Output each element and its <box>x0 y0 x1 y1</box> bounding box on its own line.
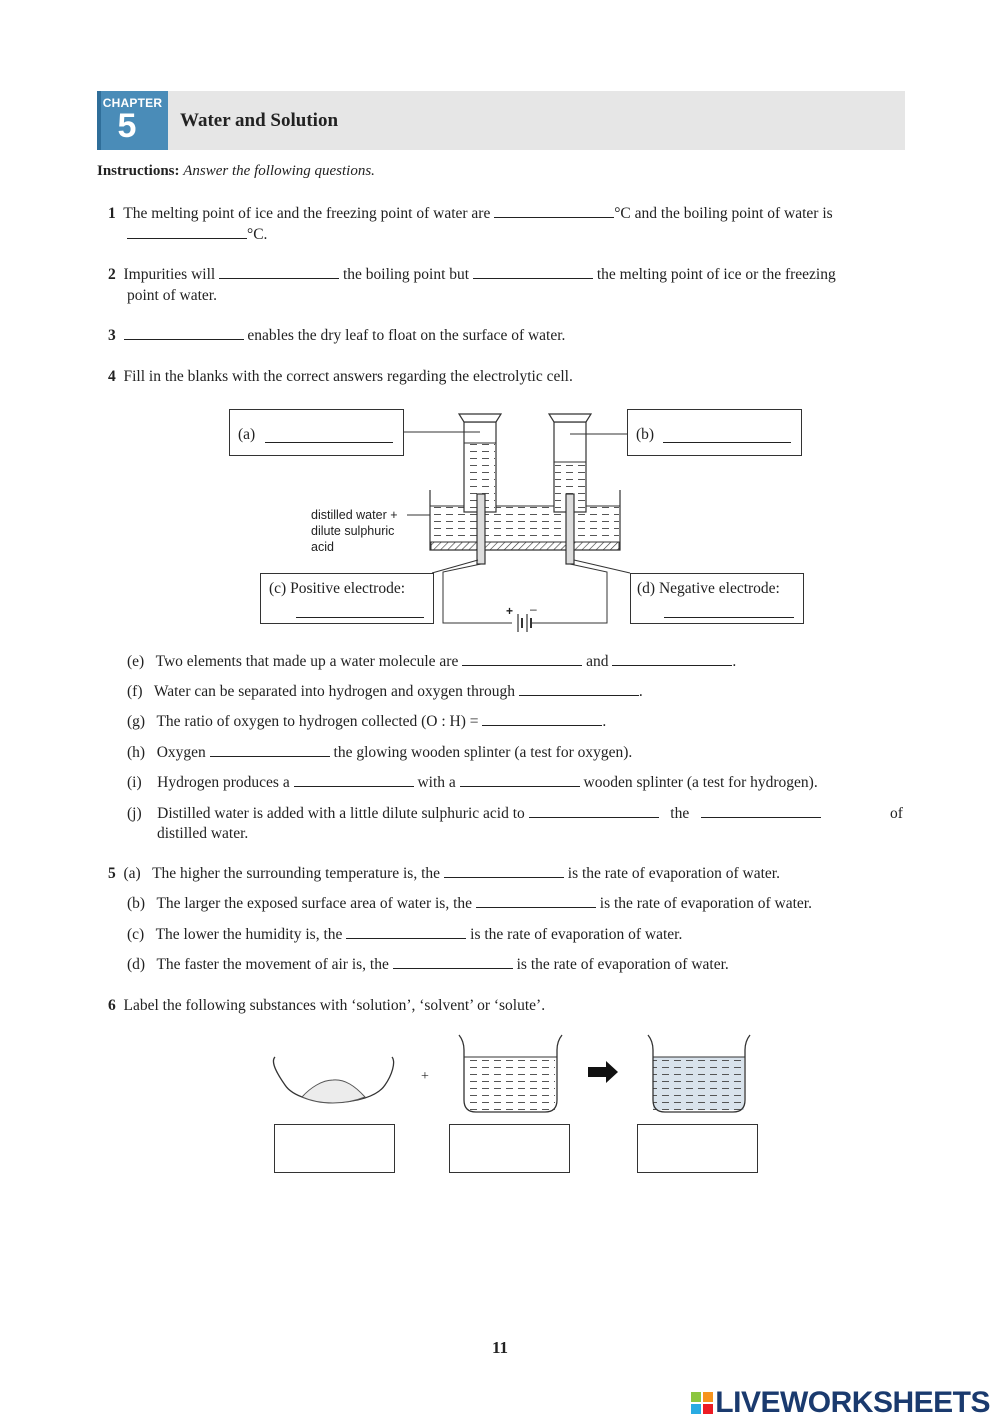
label-d: (d) Negative electrode: <box>637 580 780 597</box>
sub-label: (f) <box>127 683 143 700</box>
label-b: (b) <box>636 426 655 443</box>
arrow-right-icon <box>588 1061 618 1083</box>
page-number: 11 <box>491 1338 509 1357</box>
sub-label: (b) <box>127 895 146 912</box>
watermark-text: LIVEWORKSHEETS <box>715 1386 990 1419</box>
sub-label: (j) <box>127 805 142 822</box>
question-number: 1 <box>108 205 116 222</box>
question-text: is the rate of evaporation of water. <box>470 926 683 943</box>
question-number: 5 <box>108 865 116 882</box>
question-text: of <box>890 805 903 822</box>
plus-sign: + <box>421 1069 429 1084</box>
question-text: Fill in the blanks with the correct answers regarding the electrolytic cell. <box>123 368 573 385</box>
question-text: the melting point of ice or the freezing <box>596 266 836 283</box>
question-text: The ratio of oxygen to hydrogen collected (O : H) = <box>156 713 479 730</box>
label-a: (a) <box>238 426 256 443</box>
chapter-word: CHAPTER <box>102 96 163 110</box>
chapter-number: 5 <box>117 107 137 145</box>
question-text: . <box>638 683 643 700</box>
question-text: °C and the boiling point of water is <box>614 205 833 222</box>
question-text: The lower the humidity is, the <box>155 926 343 943</box>
label-c: (c) Positive electrode: <box>269 580 406 597</box>
solute-powder-icon <box>302 1080 365 1103</box>
answer-box-solvent[interactable] <box>449 1124 570 1173</box>
sub-label: (c) <box>127 926 145 943</box>
question-number: 6 <box>108 997 116 1014</box>
question-text: °C. <box>247 226 268 243</box>
sub-label: (a) <box>123 865 141 882</box>
question-text: The larger the exposed surface area of water is, the <box>156 895 473 912</box>
liquid-label-line: distilled water + <box>311 508 398 522</box>
liveworksheets-logo-icon <box>691 1388 713 1410</box>
question-text: Water can be separated into hydrogen and oxygen through <box>153 683 516 700</box>
question-text: Hydrogen produces a <box>157 774 290 791</box>
sub-label: (h) <box>127 744 146 761</box>
question-number: 3 <box>108 327 116 344</box>
answer-box-solute[interactable] <box>274 1124 395 1173</box>
question-text: Label the following substances with ‘solution’, ‘solvent’ or ‘solute’. <box>123 997 546 1014</box>
question-text: is the rate of evaporation of water. <box>516 956 729 973</box>
liquid-label-line: dilute sulphuric <box>311 524 395 538</box>
question-text: Impurities will <box>123 266 216 283</box>
question-text: enables the dry leaf to float on the surface of water. <box>247 327 566 344</box>
question-text: Distilled water is added with a little dilute sulphuric acid to <box>157 805 525 822</box>
question-text: The faster the movement of air is, the <box>156 956 389 973</box>
question-2-line-2: point of water. <box>127 287 217 304</box>
sub-label: (i) <box>127 774 142 791</box>
question-text: The melting point of ice and the freezing point of water are <box>123 205 491 222</box>
question-text: with a <box>417 774 456 791</box>
sub-label: (d) <box>127 956 146 973</box>
question-text: . <box>602 713 607 730</box>
question-text: is the rate of evaporation of water. <box>567 865 780 882</box>
question-text: . <box>732 653 737 670</box>
question-text: the glowing wooden splinter (a test for oxygen). <box>333 744 633 761</box>
question-text: Oxygen <box>156 744 206 761</box>
question-text: is the rate of evaporation of water. <box>599 895 812 912</box>
question-text: and <box>586 653 609 670</box>
watermark-logo[interactable] <box>691 1386 990 1420</box>
battery-plus: + <box>506 604 514 618</box>
question-text: the boiling point but <box>342 266 470 283</box>
question-number: 2 <box>108 266 116 283</box>
liquid-label-line: acid <box>311 540 334 554</box>
instructions-label: Instructions: <box>97 163 180 179</box>
sub-label: (g) <box>127 713 146 730</box>
question-number: 4 <box>108 368 116 385</box>
question-4j-line-2: distilled water. <box>157 825 249 842</box>
question-text: wooden splinter (a test for hydrogen). <box>583 774 818 791</box>
battery-minus: – <box>530 602 537 616</box>
answer-box-solution[interactable] <box>637 1124 758 1173</box>
sub-label: (e) <box>127 653 145 670</box>
question-text: Two elements that made up a water molecule are <box>155 653 459 670</box>
question-text: the <box>670 805 690 822</box>
question-text: The higher the surrounding temperature is, the <box>152 865 441 882</box>
page-title: Water and Solution <box>180 110 339 131</box>
instructions-text: Answer the following questions. <box>183 163 375 179</box>
